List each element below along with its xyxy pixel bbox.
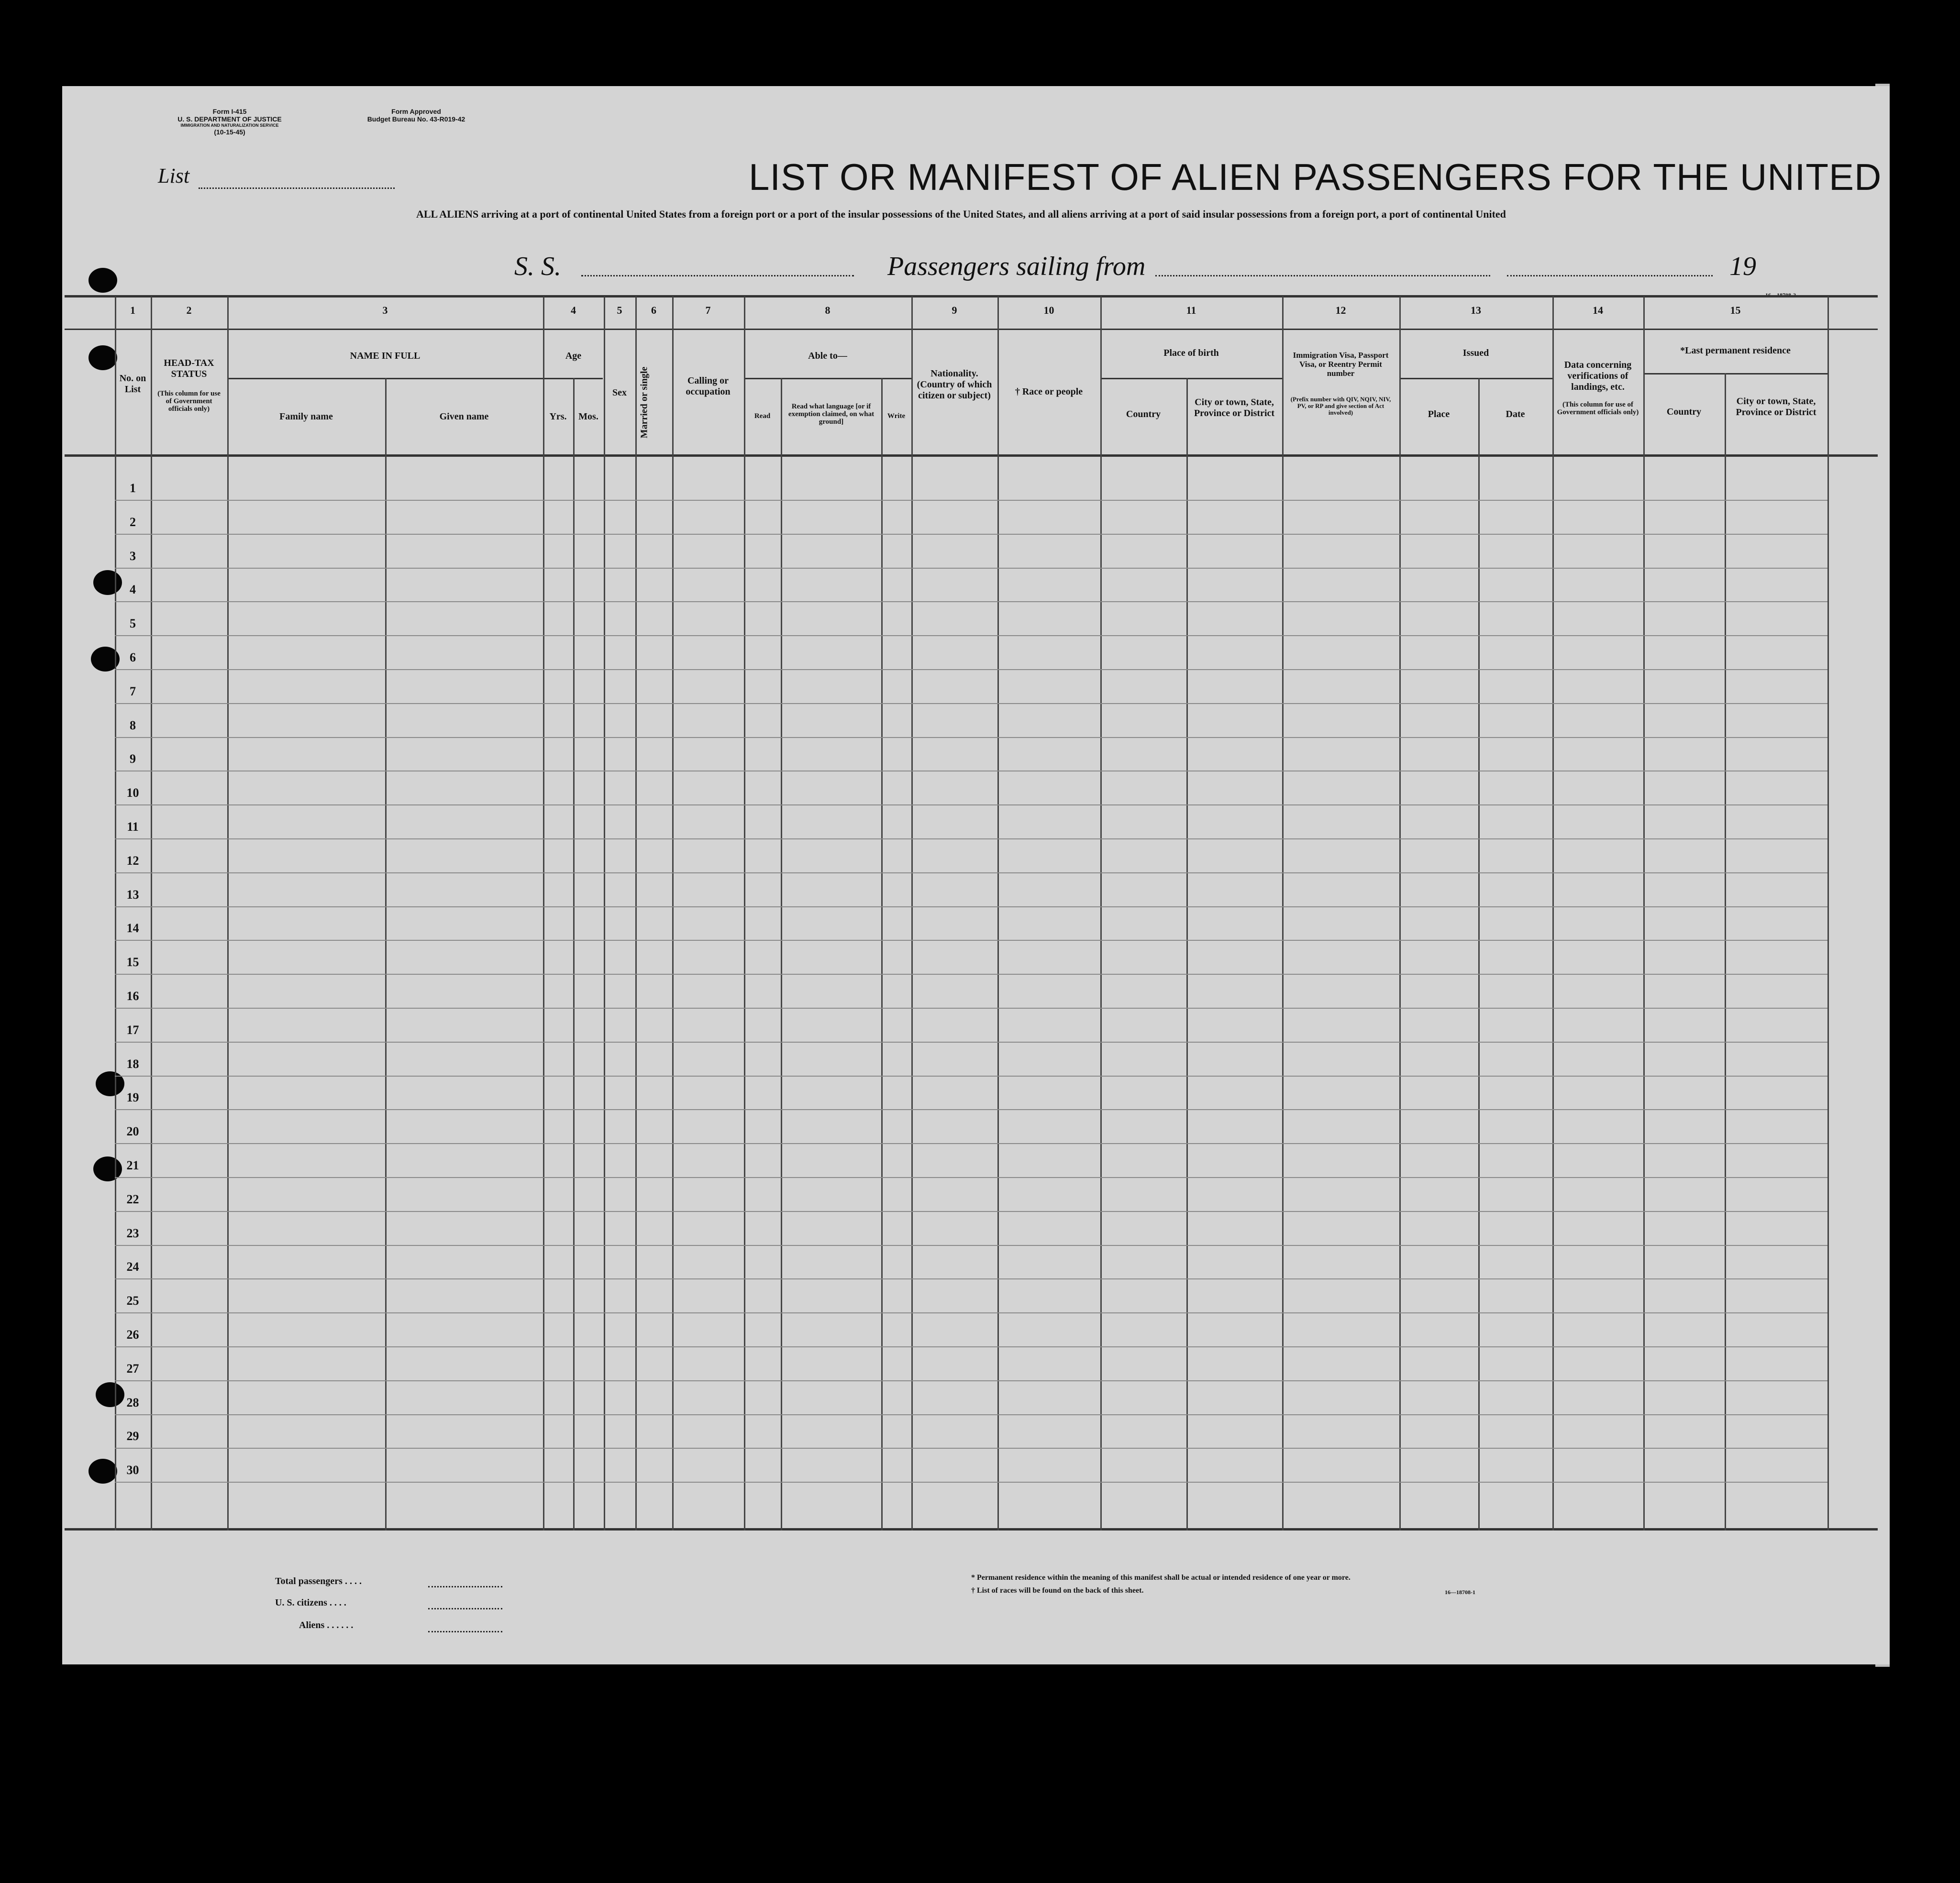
header-name-in-full: NAME IN FULL [350, 351, 421, 361]
colnum-13: 13 [1471, 304, 1481, 316]
colnum-14: 14 [1593, 304, 1603, 316]
row-rule [115, 601, 1827, 602]
row-number: 8 [130, 718, 136, 732]
header-residence-city: City or town, State, Province or District [1736, 396, 1816, 418]
date-line [1507, 275, 1713, 276]
list-label: List [158, 164, 190, 187]
header-able-language: Read what language [or if exemption claimed, on what ground] [788, 403, 875, 426]
colnum-6: 6 [651, 304, 656, 316]
colnum-4: 4 [571, 304, 576, 316]
header-able-read: Read [754, 412, 771, 420]
row-rule [115, 974, 1827, 975]
colnum-5: 5 [617, 304, 622, 316]
colnum-15: 15 [1730, 304, 1741, 316]
header-verifications-note: (This column for use of Government officials only) [1557, 401, 1639, 416]
row-rule [115, 703, 1827, 704]
header-able-to: Able to— [808, 351, 847, 361]
able-sub-rule [744, 378, 911, 379]
permanent-residence-note: * Permanent residence within the meaning of this manifest shall be actual or intended residence of one year or more. [971, 1574, 1351, 1582]
row-number: 16 [126, 989, 139, 1003]
colnum-rule [65, 329, 1878, 330]
row-rule [115, 568, 1827, 569]
header-race: † Race or people [1015, 386, 1083, 397]
header-no-on-list: No. on List [119, 373, 146, 395]
row-rule [115, 1312, 1827, 1313]
header-nationality: Nationality. (Country of which citizen or subject) [917, 368, 992, 401]
header-bottom-rule [65, 454, 1878, 457]
form-approved: Form Approved [391, 108, 441, 115]
page-title: LIST OR MANIFEST OF ALIEN PASSENGERS FOR THE UNITED [749, 156, 1882, 198]
row-rule [115, 1346, 1827, 1347]
form-number: Form I-415 [212, 108, 247, 115]
row-number: 3 [130, 549, 136, 563]
row-rule [115, 737, 1827, 738]
header-family-name: Family name [279, 411, 333, 422]
row-rule [115, 1245, 1827, 1246]
row-rule [115, 940, 1827, 941]
aliens-label: Aliens . . . . . . [299, 1620, 354, 1630]
row-number: 12 [126, 853, 139, 868]
row-number: 9 [130, 752, 136, 766]
issued-sub-rule [1399, 378, 1552, 379]
row-rule [115, 669, 1827, 670]
row-rule [115, 804, 1827, 805]
row-number: 10 [126, 786, 139, 800]
header-age: Age [565, 351, 582, 361]
row-rule [115, 1380, 1827, 1381]
row-number: 25 [126, 1294, 139, 1308]
service: IMMIGRATION AND NATURALIZATION SERVICE [180, 123, 279, 128]
row-rule [115, 534, 1827, 535]
row-number: 11 [127, 820, 139, 834]
row-number: 13 [126, 887, 139, 902]
row-number: 22 [126, 1192, 139, 1206]
form-id-block [144, 108, 316, 136]
row-rule [115, 1042, 1827, 1043]
row-rule [115, 872, 1827, 873]
row-number: 21 [126, 1158, 139, 1172]
form-date: (10-15-45) [214, 128, 245, 136]
colnum-2: 2 [186, 304, 192, 316]
table-bottom-rule [65, 1528, 1878, 1531]
header-married-single: Married or single [639, 366, 650, 439]
row-rule [115, 1008, 1827, 1009]
row-rule [115, 1482, 1827, 1483]
colnum-12: 12 [1335, 304, 1346, 316]
colnum-1: 1 [130, 304, 135, 316]
approval-block [335, 108, 498, 123]
manifest-sheet [62, 86, 1890, 1664]
row-rule [115, 1177, 1827, 1178]
colnum-11: 11 [1186, 304, 1196, 316]
table-top-rule [65, 295, 1878, 297]
row-rule [115, 1414, 1827, 1415]
row-number: 27 [126, 1361, 139, 1376]
department: U. S. DEPARTMENT OF JUSTICE [177, 115, 282, 123]
year-prefix: 19 [1729, 252, 1756, 281]
print-code-bottom: 16—18708-1 [1445, 1589, 1475, 1596]
row-number: 19 [126, 1090, 139, 1105]
header-age-mos: Mos. [578, 411, 598, 422]
colnum-10: 10 [1043, 304, 1054, 316]
colnum-8: 8 [825, 304, 831, 316]
ss-label: S. S. [514, 252, 561, 281]
row-rule [115, 906, 1827, 907]
races-note: † List of races will be found on the back of this sheet. [971, 1586, 1144, 1595]
row-number: 29 [126, 1429, 139, 1443]
row-number: 4 [130, 583, 136, 597]
header-issued: Issued [1462, 348, 1489, 358]
row-number: 24 [126, 1260, 139, 1274]
header-place-of-birth: Place of birth [1163, 348, 1219, 358]
row-number: 26 [126, 1328, 139, 1342]
row-number: 18 [126, 1057, 139, 1071]
header-visa-note: (Prefix number with QIV, NQIV, NIV, PV, or RP and give section of Act involved) [1290, 396, 1391, 416]
row-number: 5 [130, 617, 136, 631]
row-rule [115, 838, 1827, 839]
ss-line [581, 275, 854, 276]
header-issued-date: Date [1506, 409, 1525, 419]
header-birth-city: City or town, State, Province or District [1194, 397, 1275, 418]
header-given-name: Given name [439, 411, 489, 422]
row-rule [115, 1076, 1827, 1077]
total-passengers-label: Total passengers . . . . [275, 1576, 362, 1586]
header-residence-country: Country [1666, 407, 1702, 417]
header-age-yrs: Yrs. [549, 411, 567, 422]
colnum-7: 7 [705, 304, 711, 316]
punch-hole [89, 268, 117, 293]
header-calling: Calling or occupation [686, 375, 731, 397]
colnum-3: 3 [382, 304, 388, 316]
sailing-label: Passengers sailing from [887, 252, 1146, 281]
total-passengers-line [428, 1586, 502, 1587]
us-citizens-line [428, 1608, 502, 1609]
row-number: 14 [126, 921, 139, 936]
birth-sub-rule [1100, 378, 1282, 379]
row-number: 28 [126, 1395, 139, 1409]
header-head-tax: HEAD-TAX STATUS [164, 358, 214, 379]
list-line [199, 187, 395, 189]
us-citizens-label: U. S. citizens . . . . [275, 1597, 346, 1608]
row-number: 6 [130, 650, 136, 664]
row-number: 23 [126, 1226, 139, 1240]
header-last-residence: *Last permanent residence [1680, 345, 1791, 356]
row-rule [115, 635, 1827, 636]
row-number: 15 [126, 955, 139, 969]
residence-sub-rule [1643, 373, 1827, 374]
row-rule [115, 1143, 1827, 1144]
row-number: 17 [126, 1023, 139, 1037]
header-able-write: Write [887, 412, 906, 420]
row-number: 20 [126, 1124, 139, 1139]
sailing-line [1155, 275, 1490, 276]
row-number: 30 [126, 1463, 139, 1477]
row-number: 1 [130, 481, 136, 495]
header-visa: Immigration Visa, Passport Visa, or Reentry Permit number [1293, 351, 1389, 378]
header-birth-country: Country [1126, 409, 1161, 419]
row-number: 2 [130, 515, 136, 529]
row-rule [115, 1278, 1827, 1279]
header-verifications: Data concerning verifications of landings, etc. [1564, 360, 1632, 392]
punch-hole [89, 345, 117, 370]
header-issued-place: Place [1428, 409, 1450, 419]
row-rule [115, 1211, 1827, 1212]
row-number: 7 [130, 684, 136, 698]
header-sex: Sex [612, 387, 627, 398]
budget-bureau: Budget Bureau No. 43-R019-42 [367, 115, 465, 123]
page-subtitle: ALL ALIENS arriving at a port of continental United States from a foreign port or a port of the insular possessions of the United States, and all aliens arriving at a port of said insular possessions from a foreign port, a port of continental United [416, 208, 1506, 220]
aliens-line [428, 1631, 502, 1632]
row-rule [115, 1109, 1827, 1110]
row-rule [115, 500, 1827, 501]
row-rule [115, 1448, 1827, 1449]
header-head-tax-note: (This column for use of Government officials only) [157, 390, 221, 413]
colnum-9: 9 [952, 304, 957, 316]
